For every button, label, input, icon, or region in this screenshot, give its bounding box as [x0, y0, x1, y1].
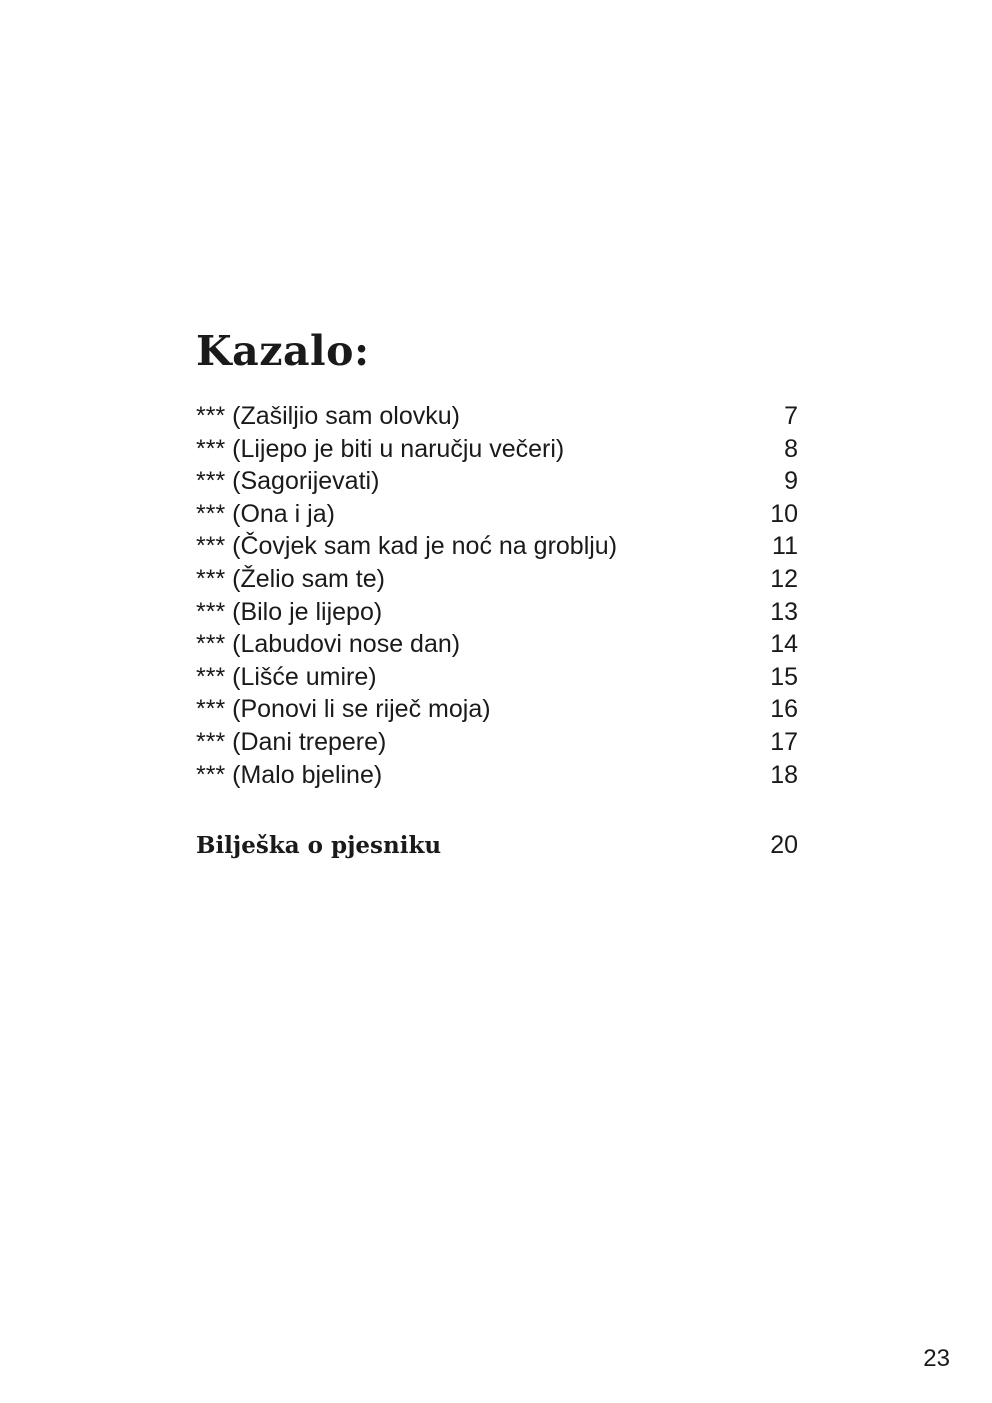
toc-entry-title: *** (Dani trepere)	[196, 727, 387, 756]
toc-entry-title: *** (Sagorijevati)	[196, 467, 380, 496]
toc-entry-title: *** (Ponovi li se riječ moja)	[196, 695, 491, 724]
table-of-contents	[196, 400, 798, 791]
toc-note-title: Bilješka o pjesniku	[196, 832, 442, 859]
toc-entry-page: 13	[770, 597, 798, 626]
toc-entry-page: 8	[784, 434, 798, 463]
toc-entry-page: 16	[770, 695, 798, 724]
toc-entry-title: *** (Čovjek sam kad je noć na groblju)	[196, 532, 618, 561]
toc-entry	[196, 661, 798, 694]
toc-entry-page: 11	[772, 532, 798, 561]
toc-entry-title: *** (Lišće umire)	[196, 662, 377, 691]
toc-entry-page: 12	[770, 564, 798, 593]
toc-entry	[196, 563, 798, 596]
toc-entry	[196, 726, 798, 759]
toc-entry	[196, 759, 798, 792]
toc-entry	[196, 498, 798, 531]
toc-note-page: 20	[770, 831, 798, 859]
toc-entry-title: *** (Zašiljio sam olovku)	[196, 402, 460, 430]
toc-entry	[196, 433, 798, 466]
toc-entry-title: *** (Želio sam te)	[196, 564, 385, 593]
toc-entry-page: 17	[770, 727, 798, 756]
toc-entry-title: *** (Lijepo je biti u naručju večeri)	[196, 434, 565, 463]
toc-entry-page: 9	[784, 467, 798, 496]
toc-entry-page: 10	[770, 499, 798, 528]
toc-entry-title: *** (Malo bjeline)	[196, 760, 383, 789]
toc-entry	[196, 465, 798, 498]
toc-entry-page: 7	[784, 402, 798, 430]
toc-entry	[196, 628, 798, 661]
toc-entry-title: *** (Labudovi nose dan)	[196, 630, 461, 659]
toc-entry	[196, 693, 798, 726]
toc-entry-page: 15	[770, 662, 798, 691]
toc-entry-title: *** (Ona i ja)	[196, 499, 335, 528]
toc-entry	[196, 530, 798, 563]
toc-entry-page: 18	[770, 760, 798, 789]
toc-entry	[196, 400, 798, 433]
toc-entry	[196, 596, 798, 629]
toc-entry-page: 14	[770, 630, 798, 659]
toc-entry-title: *** (Bilo je lijepo)	[196, 597, 383, 626]
page-number: 23	[923, 1345, 950, 1372]
toc-note-entry	[196, 828, 798, 862]
page-title: Kazalo:	[196, 327, 370, 375]
